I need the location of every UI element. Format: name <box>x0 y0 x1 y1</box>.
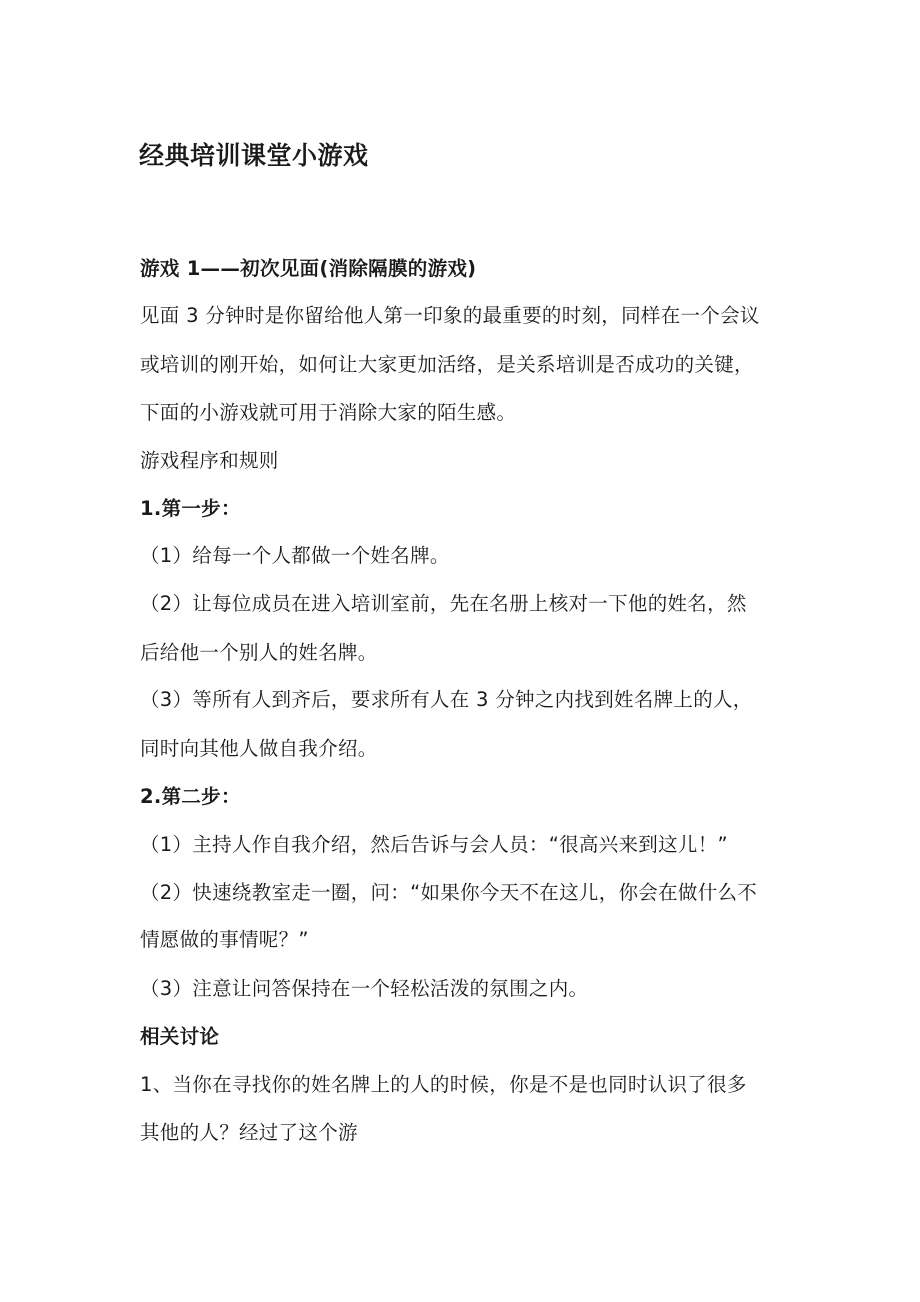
step-heading: 1.第一步： <box>140 497 241 520</box>
list-item: （3）注意让问答保持在一个轻松活泼的氛围之内。 <box>140 977 589 1000</box>
list-item-continuation: 后给他一个别人的姓名牌。 <box>140 641 378 664</box>
game-heading: 游戏 1——初次见面(消除隔膜的游戏) <box>140 257 477 280</box>
paragraph-line: 其他的人？经过了这个游 <box>140 1121 358 1144</box>
list-item: （1）主持人作自我介绍，然后告诉与会人员：“很高兴来到这儿！” <box>140 833 728 856</box>
list-item-continuation: 情愿做的事情呢？” <box>140 928 309 951</box>
paragraph-line: 或培训的刚开始，如何让大家更加活络，是关系培训是否成功的关键， <box>140 353 754 376</box>
paragraph-line: 1、当你在寻找你的姓名牌上的人的时候，你是不是也同时认识了很多 <box>140 1073 747 1096</box>
list-item: （3）等所有人到齐后，要求所有人在 3 分钟之内找到姓名牌上的人， <box>140 688 753 711</box>
paragraph-line: 下面的小游戏就可用于消除大家的陌生感。 <box>140 401 517 424</box>
document-title: 经典培训课堂小游戏 <box>139 141 369 170</box>
paragraph-line: 见面 3 分钟时是你留给他人第一印象的最重要的时刻，同样在一个会议 <box>140 304 760 327</box>
step-heading: 2.第二步： <box>140 785 241 808</box>
discussion-heading: 相关讨论 <box>140 1025 220 1048</box>
list-item: （2）让每位成员在进入培训室前，先在名册上核对一下他的姓名，然 <box>140 592 747 615</box>
list-item: （2）快速绕教室走一圈，问：“如果你今天不在这儿，你会在做什么不 <box>140 881 758 904</box>
list-item-continuation: 同时向其他人做自我介绍。 <box>140 737 378 760</box>
section-label: 游戏程序和规则 <box>140 449 279 472</box>
list-item: （1）给每一个人都做一个姓名牌。 <box>140 544 450 567</box>
